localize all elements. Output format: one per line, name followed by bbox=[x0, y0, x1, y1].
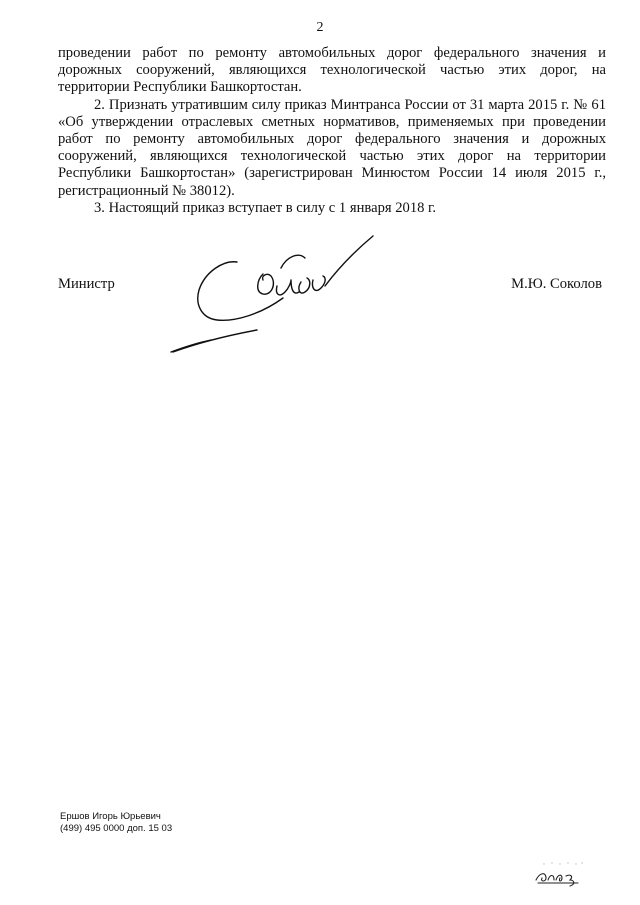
executor-info bbox=[60, 811, 172, 835]
signatory-title: Министр bbox=[58, 276, 115, 292]
paragraph-item-3: 3. Настоящий приказ вступает в силу с 1 января 2018 г. bbox=[94, 199, 437, 216]
signatory-name: М.Ю. Соколов bbox=[511, 276, 602, 292]
paragraph-continuation: проведении работ по ремонту автомобильных дорог федерального значения и дорожных сооружений, являющихся технологической частью этих дорог, на территории Республики Башкортостан. bbox=[58, 45, 606, 96]
document-body bbox=[58, 45, 606, 217]
handwritten-initials bbox=[530, 858, 590, 888]
paragraph-item-2: 2. Признать утратившим силу приказ Минтранса России от 31 марта 2015 г. № 61 «Об утверждении отраслевых сметных нормативов, применяемых при проведении работ по ремонту автомобильных дорог федерального значения и дорожных сооружений, являющихся технологической частью этих дорог на территории Республики Башкортостан» (зарегистрирован Минюстом России 14 июля 2015 г., регистрационный № 38012). bbox=[58, 96, 606, 199]
executor-phone: (499) 495 0000 доп. 15 03 bbox=[60, 823, 173, 834]
executor-name: Ершов Игорь Юрьевич bbox=[60, 811, 161, 822]
handwritten-signature bbox=[165, 232, 375, 357]
page-number: 2 bbox=[316, 20, 324, 35]
